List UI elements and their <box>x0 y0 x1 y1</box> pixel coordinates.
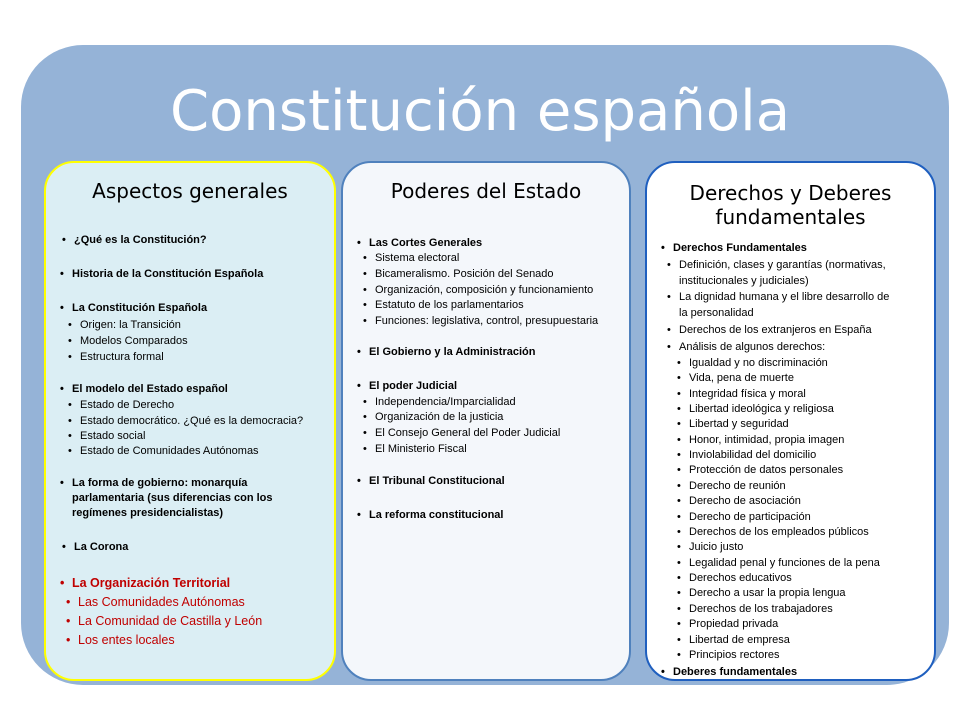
list-item: • Los entes locales <box>66 633 175 647</box>
list-item: • Estructura formal <box>68 351 164 363</box>
list-item: • Organización, composición y funcionamiento <box>363 284 594 296</box>
list-item: • Estado democrático. ¿Qué es la democracia? <box>68 415 304 427</box>
list-item: • Organización de la justicia <box>363 411 504 423</box>
list-item: • Libertad de empresa <box>677 634 790 646</box>
list-item: • Inviolabilidad del domicilio <box>677 449 817 461</box>
list-item: • Las Cortes Generales <box>357 237 483 249</box>
list-item-continuation: parlamentaria (sus diferencias con los <box>72 492 273 504</box>
panel-title: Poderes del Estado <box>390 179 582 203</box>
list-item: • Derecho a usar la propia lengua <box>677 587 846 599</box>
list-item: • Libertad y seguridad <box>677 418 789 430</box>
list-item: • El modelo del Estado español <box>60 383 228 395</box>
list-item: • Integridad física y moral <box>677 388 806 400</box>
list-item: • Libertad ideológica y religiosa <box>677 403 834 415</box>
list-item: • Definición, clases y garantías (normativas, <box>667 259 886 271</box>
list-item: • Análisis de algunos derechos: <box>667 341 826 353</box>
panel-title: Aspectos generales <box>92 179 288 203</box>
panel-title-line1: Derechos y Deberes <box>689 181 892 205</box>
list-item: • El Consejo General del Poder Judicial <box>363 427 561 439</box>
panel-poderes-del-estado <box>341 161 631 681</box>
list-item: • Vida, pena de muerte <box>677 372 794 384</box>
list-item: • ¿Qué es la Constitución? <box>62 234 207 246</box>
list-item: • Derecho de participación <box>677 511 811 523</box>
list-item: • Derechos de los empleados públicos <box>677 526 869 538</box>
list-item: • Protección de datos personales <box>677 464 844 476</box>
slide-title: Constitución española <box>169 79 791 144</box>
list-item: • Independencia/Imparcialidad <box>363 396 516 408</box>
list-item: • Derecho de reunión <box>677 480 786 492</box>
list-item: • La dignidad humana y el libre desarrollo de <box>667 291 890 303</box>
list-item: • Las Comunidades Autónomas <box>66 595 245 609</box>
list-item: • Estado de Comunidades Autónomas <box>68 445 259 457</box>
panel-aspectos-generales <box>44 161 336 681</box>
list-item: • Origen: la Transición <box>68 319 181 331</box>
list-item: • Derecho de asociación <box>677 495 801 507</box>
list-item: • Legalidad penal y funciones de la pena <box>677 557 880 569</box>
list-item: • Propiedad privada <box>677 618 779 630</box>
list-item: • Estado de Derecho <box>68 399 175 411</box>
list-item: • Modelos Comparados <box>68 335 188 347</box>
list-item: • La forma de gobierno: monarquía <box>60 477 248 489</box>
list-item: • Deberes fundamentales <box>661 666 798 678</box>
list-item: • La Constitución Española <box>60 302 208 314</box>
list-item-continuation: institucionales y judiciales) <box>679 275 809 287</box>
list-item: • Juicio justo <box>677 541 744 553</box>
list-item: • Honor, intimidad, propia imagen <box>677 434 845 446</box>
list-item: • El poder Judicial <box>357 380 458 392</box>
list-item: • Bicameralismo. Posición del Senado <box>363 268 554 280</box>
list-item: • La Comunidad de Castilla y León <box>66 614 263 628</box>
list-item: • Funciones: legislativa, control, presupuestaria <box>363 315 599 327</box>
list-item: • Estado social <box>68 430 146 442</box>
list-item-continuation: la personalidad <box>679 307 754 319</box>
list-item: • La Organización Territorial <box>60 576 231 590</box>
list-item: • Igualdad y no discriminación <box>677 357 828 369</box>
list-item: • Historia de la Constitución Española <box>60 268 264 280</box>
list-item: • La reforma constitucional <box>357 509 504 521</box>
list-item: • Principios rectores <box>677 649 780 661</box>
list-item: • El Gobierno y la Administración <box>357 346 536 358</box>
panel-title-line2: fundamentales <box>715 205 866 229</box>
list-item: • El Ministerio Fiscal <box>363 443 467 455</box>
list-item: • Derechos educativos <box>677 572 792 584</box>
panel-derechos-y-deberes <box>645 161 936 681</box>
list-item: • Derechos de los extranjeros en España <box>667 324 872 336</box>
list-item: • El Tribunal Constitucional <box>357 475 505 487</box>
list-item: • Sistema electoral <box>363 252 460 264</box>
list-item: • Derechos Fundamentales <box>661 242 807 254</box>
list-item: • Estatuto de los parlamentarios <box>363 299 524 311</box>
list-item: • Derechos de los trabajadores <box>677 603 833 615</box>
list-item: • La Corona <box>62 541 129 553</box>
list-item-continuation: regímenes presidencialistas) <box>72 507 224 519</box>
